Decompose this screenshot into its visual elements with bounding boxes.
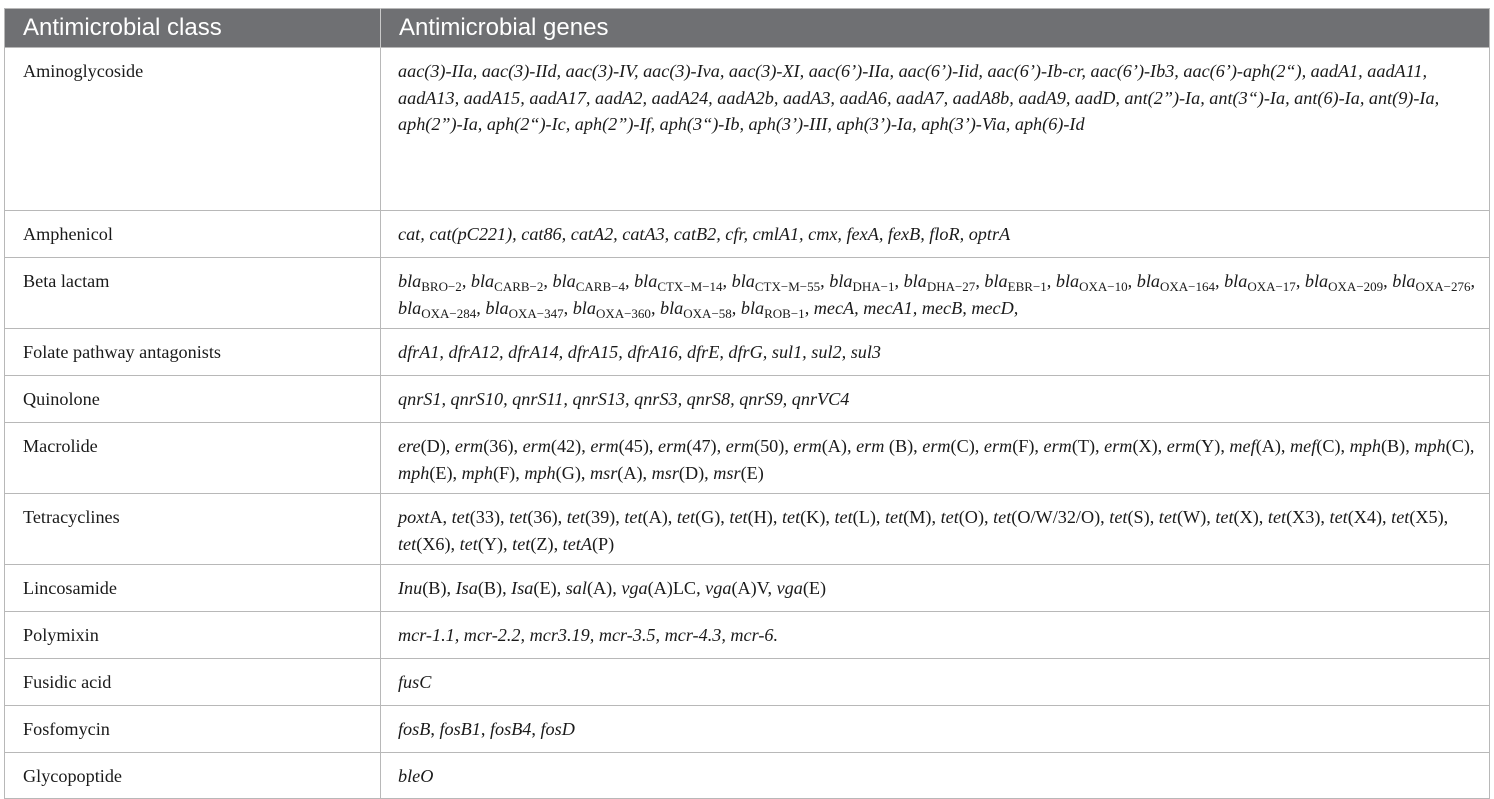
gene-name: erm [454, 436, 484, 456]
header-antimicrobial-genes: Antimicrobial genes [381, 9, 1490, 48]
antimicrobial-class-cell: Lincosamide [5, 565, 381, 612]
antimicrobial-genes-table [4, 8, 1490, 799]
gene-text: (X), [1132, 436, 1167, 456]
gene-name: erm [658, 436, 687, 456]
table-row [5, 376, 1490, 423]
gene-name: bla [485, 297, 509, 318]
antimicrobial-class-cell: Glycopoptide [5, 753, 381, 799]
gene-text: (X5), [1409, 507, 1449, 527]
gene-name: mecA, mecA1, mecB, mecD, [813, 297, 1019, 318]
gene-name: tet [398, 533, 417, 554]
gene-text: (A), [1255, 436, 1291, 456]
gene-text: (36), [483, 436, 523, 456]
gene-subscript: OXA−17 [1247, 279, 1296, 294]
gene-name: tet [729, 507, 748, 527]
gene-text: (D), [420, 436, 455, 456]
gene-name: bla [1392, 271, 1416, 291]
antimicrobial-genes-cell [381, 48, 1490, 211]
gene-text: (X4), [1347, 507, 1392, 527]
gene-subscript: CTX−M−55 [754, 279, 821, 294]
gene-text: (Z), [530, 533, 563, 554]
gene-text: (36), [527, 507, 567, 527]
antimicrobial-genes-cell [381, 659, 1490, 706]
gene-subscript: BRO−2 [421, 279, 462, 294]
gene-name: erm [590, 436, 619, 456]
gene-text: , [1127, 271, 1137, 291]
gene-name: mef [1229, 436, 1256, 456]
gene-text: (47), [686, 436, 726, 456]
gene-name: tet [993, 507, 1012, 527]
gene-text: (T), [1071, 436, 1105, 456]
gene-name: fusC [398, 672, 432, 692]
gene-text: (E), [533, 578, 566, 598]
gene-name: mcr-1.1, mcr-2.2, mcr3.19, mcr-3.5, mcr-4.3, mcr-6. [398, 625, 779, 645]
gene-text: , [461, 271, 471, 291]
gene-text: , [1046, 271, 1056, 291]
gene-text: (E) [740, 462, 764, 483]
gene-name: tet [1158, 507, 1177, 527]
gene-name: bla [1224, 271, 1248, 291]
gene-subscript: EBR−1 [1007, 279, 1047, 294]
gene-text: , [476, 297, 486, 318]
gene-subscript: OXA−276 [1415, 279, 1471, 294]
gene-text: (H), [747, 507, 782, 527]
gene-name: bla [1055, 271, 1080, 291]
table-row [5, 659, 1490, 706]
gene-name: vga [705, 578, 732, 598]
antimicrobial-class-cell: Quinolone [5, 376, 381, 423]
gene-name: msr [589, 462, 618, 483]
gene-subscript: OXA−347 [508, 305, 564, 321]
gene-text: (33), [469, 507, 510, 527]
gene-name: erm [1104, 436, 1133, 456]
gene-text: (O), [958, 507, 994, 527]
gene-name: mph [461, 462, 493, 483]
gene-text: (X3), [1286, 507, 1330, 527]
gene-subscript: OXA−164 [1159, 279, 1215, 294]
gene-text: , [820, 271, 830, 291]
header-antimicrobial-class: Antimicrobial class [5, 9, 381, 48]
gene-name: bla [1304, 271, 1329, 291]
gene-name: bla [740, 297, 765, 318]
gene-text: (F), [1012, 436, 1044, 456]
antimicrobial-class-cell: Macrolide [5, 423, 381, 494]
gene-name: Inu [398, 578, 423, 598]
gene-text: (C), [1445, 436, 1475, 456]
gene-name: tet [512, 533, 531, 554]
gene-name: bla [903, 271, 927, 291]
gene-name: vga [621, 578, 648, 598]
gene-text: (A), [821, 436, 857, 456]
gene-subscript: OXA−284 [421, 305, 477, 321]
table-row [5, 565, 1490, 612]
gene-name: bla [731, 271, 755, 291]
gene-name: qnrS1, qnrS10, qnrS11, qnrS13, qnrS3, qnrS8, qnrS9, qnrVC4 [398, 389, 850, 409]
antimicrobial-genes-cell [381, 565, 1490, 612]
table-header [5, 9, 1490, 48]
table-row [5, 48, 1490, 211]
gene-text: (D), [678, 462, 714, 483]
gene-name: Isa [511, 578, 534, 598]
gene-text: A, [429, 507, 452, 527]
table-row [5, 612, 1490, 659]
gene-name: msr [651, 462, 679, 483]
gene-name: bla [984, 271, 1008, 291]
gene-name: tet [1391, 507, 1410, 527]
gene-text: (M), [903, 507, 941, 527]
gene-name: bla [552, 271, 576, 291]
gene-text: , [731, 297, 741, 318]
antimicrobial-class-cell: Aminoglycoside [5, 48, 381, 211]
gene-text: (G), [555, 462, 590, 483]
gene-text: (C), [950, 436, 984, 456]
gene-text: , [531, 719, 541, 739]
antimicrobial-genes-cell [381, 494, 1490, 565]
gene-text: (O/W/32/O), [1011, 507, 1110, 527]
antimicrobial-genes-cell [381, 258, 1490, 329]
gene-subscript: ROB−1 [764, 305, 805, 321]
antimicrobial-class-cell: Fusidic acid [5, 659, 381, 706]
gene-text: (B), [477, 578, 512, 598]
header-row [5, 9, 1490, 48]
gene-text: (42), [550, 436, 591, 456]
gene-name: erm [1043, 436, 1072, 456]
antimicrobial-genes-cell [381, 376, 1490, 423]
gene-name: tet [1215, 507, 1234, 527]
gene-text: (X6), [416, 533, 460, 554]
gene-name: erm [983, 436, 1013, 456]
gene-name: erm [1166, 436, 1196, 456]
gene-text: (G), [695, 507, 730, 527]
gene-text: (A), [642, 507, 677, 527]
gene-name: bla [660, 297, 684, 318]
gene-name: bleO [398, 766, 434, 786]
gene-name: erm [522, 436, 551, 456]
gene-name: mph [398, 462, 430, 483]
gene-name: bla [398, 297, 422, 318]
gene-name: fosD [540, 719, 575, 739]
antimicrobial-genes-cell [381, 706, 1490, 753]
gene-text: , [722, 271, 732, 291]
gene-name: tet [1329, 507, 1348, 527]
gene-name: mef [1290, 436, 1317, 456]
gene-name: tet [834, 507, 853, 527]
gene-text: , [480, 719, 490, 739]
gene-subscript: OXA−360 [595, 305, 651, 321]
gene-name: bla [829, 271, 853, 291]
gene-subscript: OXA−10 [1079, 279, 1128, 294]
gene-subscript: DHA−1 [852, 279, 895, 294]
gene-name: tet [1267, 507, 1287, 527]
gene-name: fosB1 [439, 719, 481, 739]
gene-text: (Y), [477, 533, 513, 554]
gene-name: ere [398, 436, 421, 456]
gene-text: , [1470, 271, 1476, 291]
antimicrobial-genes-cell [381, 211, 1490, 258]
gene-name: mph [524, 462, 556, 483]
gene-text: (Y), [1195, 436, 1230, 456]
gene-subscript: CTX−M−14 [657, 279, 723, 294]
gene-subscript: OXA−58 [683, 305, 732, 321]
antimicrobial-genes-cell [381, 612, 1490, 659]
gene-text: , [1214, 271, 1225, 291]
table-row [5, 423, 1490, 494]
gene-text: , [804, 297, 814, 318]
gene-text: (39), [584, 507, 625, 527]
gene-text: (A), [617, 462, 652, 483]
gene-name: bla [1136, 271, 1160, 291]
gene-name: erm [793, 436, 822, 456]
table-row [5, 753, 1490, 799]
gene-name: tet [459, 533, 478, 554]
table-row [5, 706, 1490, 753]
antimicrobial-class-cell: Tetracyclines [5, 494, 381, 565]
gene-text: (A)LC, [647, 578, 706, 598]
gene-text: (B), [1380, 436, 1415, 456]
antimicrobial-class-cell: Folate pathway antagonists [5, 329, 381, 376]
gene-name: sal [565, 578, 587, 598]
gene-name: tet [884, 507, 904, 527]
gene-name: cat, cat(pC221), cat86, catA2, catA3, catB2, cfr, cmlA1, cmx, fexA, fexB, floR, optrA [398, 224, 1011, 244]
gene-name: bla [572, 297, 596, 318]
antimicrobial-genes-cell [381, 423, 1490, 494]
antimicrobial-genes-cell [381, 329, 1490, 376]
gene-name: vga [776, 578, 803, 598]
antimicrobial-class-cell: Polymixin [5, 612, 381, 659]
gene-name: erm [922, 436, 951, 456]
gene-text: (E), [429, 462, 462, 483]
table-body [5, 48, 1490, 799]
gene-text: , [1383, 271, 1393, 291]
antimicrobial-genes-cell [381, 753, 1490, 799]
gene-text: (L), [852, 507, 885, 527]
gene-text: (B), [422, 578, 456, 598]
gene-name: tet [781, 507, 801, 527]
gene-text: (X), [1233, 507, 1268, 527]
gene-text: , [563, 297, 573, 318]
gene-name: fosB4 [489, 719, 532, 739]
gene-name: erm [725, 436, 755, 456]
gene-name: bla [634, 271, 658, 291]
gene-name: mph [1349, 436, 1381, 456]
gene-text: , [975, 271, 985, 291]
gene-text: , [624, 271, 635, 291]
gene-subscript: CARB−4 [575, 279, 625, 294]
gene-subscript: OXA−209 [1328, 279, 1384, 294]
antimicrobial-class-cell: Beta lactam [5, 258, 381, 329]
gene-name: tet [566, 507, 585, 527]
gene-name: tet [509, 507, 528, 527]
gene-text: (K), [800, 507, 835, 527]
gene-text: , [1295, 271, 1305, 291]
gene-name: fosB [398, 719, 431, 739]
gene-text: (W), [1176, 507, 1216, 527]
gene-text: (S), [1127, 507, 1159, 527]
gene-text: (B), [884, 436, 923, 456]
gene-name: dfrA1, dfrA12, dfrA14, dfrA15, dfrA16, dfrE, dfrG, sul1, sul2, sul3 [398, 342, 882, 362]
gene-name: Isa [455, 578, 478, 598]
gene-text: , [894, 271, 904, 291]
table-row [5, 211, 1490, 258]
gene-name: mph [1414, 436, 1446, 456]
gene-text: (A), [586, 578, 622, 598]
gene-name: bla [470, 271, 495, 291]
antimicrobial-class-cell: Amphenicol [5, 211, 381, 258]
antimicrobial-class-cell: Fosfomycin [5, 706, 381, 753]
gene-name: tet [1109, 507, 1128, 527]
gene-text: (P) [591, 533, 615, 554]
table-row [5, 494, 1490, 565]
gene-name: tetA [562, 533, 592, 554]
gene-name: tet [940, 507, 959, 527]
gene-text: (45), [618, 436, 659, 456]
gene-text: (A)V, [731, 578, 777, 598]
gene-subscript: DHA−27 [926, 279, 976, 294]
table-row [5, 258, 1490, 329]
gene-text: (F), [492, 462, 525, 483]
gene-name: msr [713, 462, 741, 483]
gene-name: poxt [398, 507, 430, 527]
gene-name: tet [451, 507, 470, 527]
gene-text: (E) [802, 578, 827, 598]
gene-name: aac(3)-IIa, aac(3)-IId, aac(3)-IV, aac(3)-Iva, aac(3)-XI, aac(6’)-IIa, aac(6’)-Iid, aac(6’)-Ib-cr, aac(6’)-Ib3, aac(6’)-aph(2“), aadA1, aadA11, aadA13, aadA15, aadA17, aadA2, aadA24, aadA2b, aadA3, aadA6, aadA7, aadA8b, aadA9, aadD, ant(2”)-Ia, ant(3“)-Ia, ant(6)-Ia, ant(9)-Ia, aph(2”)-Ia, aph(2“)-Ic, aph(2”)-If, aph(3“)-Ib, aph(3’)-III, aph(3’)-Ia, aph(3’)-Via, aph(6)-Id [398, 61, 1440, 134]
gene-name: bla [398, 271, 422, 291]
gene-subscript: CARB−2 [494, 279, 544, 294]
table-row [5, 329, 1490, 376]
gene-name: tet [676, 507, 696, 527]
gene-name: erm [856, 436, 885, 456]
gene-text: , [430, 719, 440, 739]
gene-text: (C), [1316, 436, 1350, 456]
gene-text: , [650, 297, 661, 318]
gene-text: (50), [754, 436, 794, 456]
gene-text: , [543, 271, 553, 291]
gene-name: tet [624, 507, 643, 527]
